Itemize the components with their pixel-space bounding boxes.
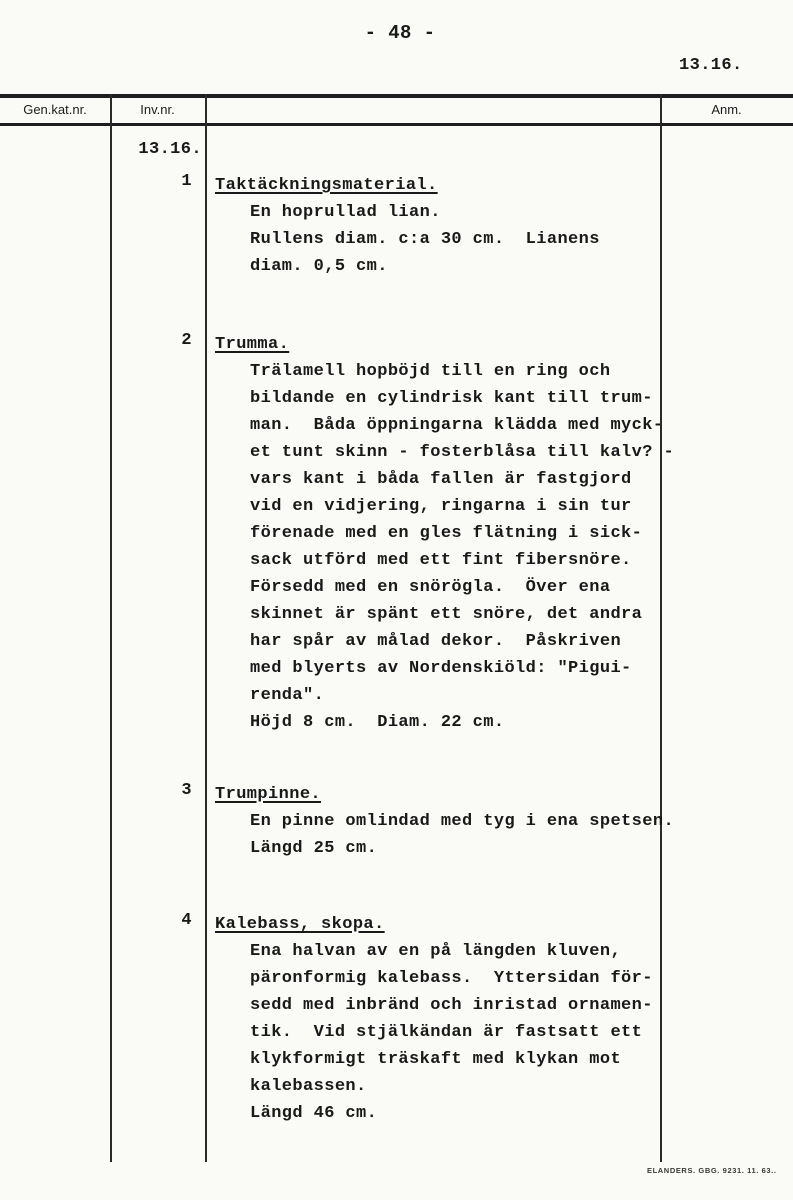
entry-line: et tunt skinn - fosterblåsa till kalv? - (250, 443, 675, 462)
column-header-inv-nr: Inv.nr. (140, 102, 175, 117)
column-header-anm: Anm. (711, 102, 742, 117)
entry-line: Trälamell hopböjd till en ring och (250, 362, 611, 381)
entry-line: En hoprullad lian. (250, 203, 441, 222)
entry-line: En pinne omlindad med tyg i ena spetsen. (250, 812, 675, 831)
column-divider-inv-description (205, 94, 207, 1162)
entry-title: Trumma. (215, 335, 290, 354)
entry-line: klykformigt träskaft med klykan mot (250, 1050, 622, 1069)
entry-text (215, 911, 653, 1127)
entry-line: Längd 46 cm. (250, 1104, 378, 1123)
entry-line: diam. 0,5 cm. (250, 257, 388, 276)
entry-line: tik. Vid stjälkändan är fastsatt ett (250, 1023, 643, 1042)
entry-title: Trumpinne. (215, 785, 322, 804)
entry-line: förenade med en gles flätning i sick- (250, 524, 643, 543)
entry-title: Kalebass, skopa. (215, 915, 385, 934)
inventory-number: 2 (181, 331, 192, 350)
entry-line: bildande en cylindrisk kant till trum- (250, 389, 653, 408)
entry-text (215, 781, 674, 862)
entry-line: har spår av målad dekor. Påskriven (250, 632, 622, 651)
entry-line: kalebassen. (250, 1077, 367, 1096)
entry-line: Höjd 8 cm. Diam. 22 cm. (250, 713, 505, 732)
entry-line: Rullens diam. c:a 30 cm. Lianens (250, 230, 600, 249)
entry-line: Längd 25 cm. (250, 839, 378, 858)
entry-line: man. Båda öppningarna klädda med myck- (250, 416, 664, 435)
section-number-label: 13.16. (138, 140, 202, 159)
entry-line: vars kant i båda fallen är fastgjord (250, 470, 632, 489)
inventory-number: 1 (181, 172, 192, 191)
entry-line: Ena halvan av en på längden kluven, (250, 942, 622, 961)
entry-line: sack utförd med ett fint fibersnöre. (250, 551, 632, 570)
printer-mark: ELANDERS. GBG. 9231. 11. 63.. (647, 1166, 777, 1175)
table-top-border (0, 94, 793, 98)
entry-line: Försedd med en snörögla. Över ena (250, 578, 611, 597)
column-header-gen-kat-nr: Gen.kat.nr. (23, 102, 87, 117)
entry-text (215, 331, 674, 736)
column-divider-genkat-inv (110, 94, 112, 1162)
entry-line: päronformig kalebass. Yttersidan för- (250, 969, 653, 988)
table-header-bottom-border (0, 123, 793, 126)
entry-title: Taktäckningsmaterial. (215, 176, 438, 195)
inventory-number: 3 (181, 781, 192, 800)
entry-line: renda". (250, 686, 325, 705)
entry-line: sedd med inbränd och inristad ornamen- (250, 996, 653, 1015)
entry-line: med blyerts av Nordenskiöld: "Pigui- (250, 659, 632, 678)
entry-line: vid en vidjering, ringarna i sin tur (250, 497, 632, 516)
page-number: - 48 - (364, 22, 436, 44)
section-reference: 13.16. (679, 56, 743, 75)
inventory-number: 4 (181, 911, 192, 930)
entry-line: skinnet är spänt ett snöre, det andra (250, 605, 643, 624)
entry-text (215, 172, 600, 280)
